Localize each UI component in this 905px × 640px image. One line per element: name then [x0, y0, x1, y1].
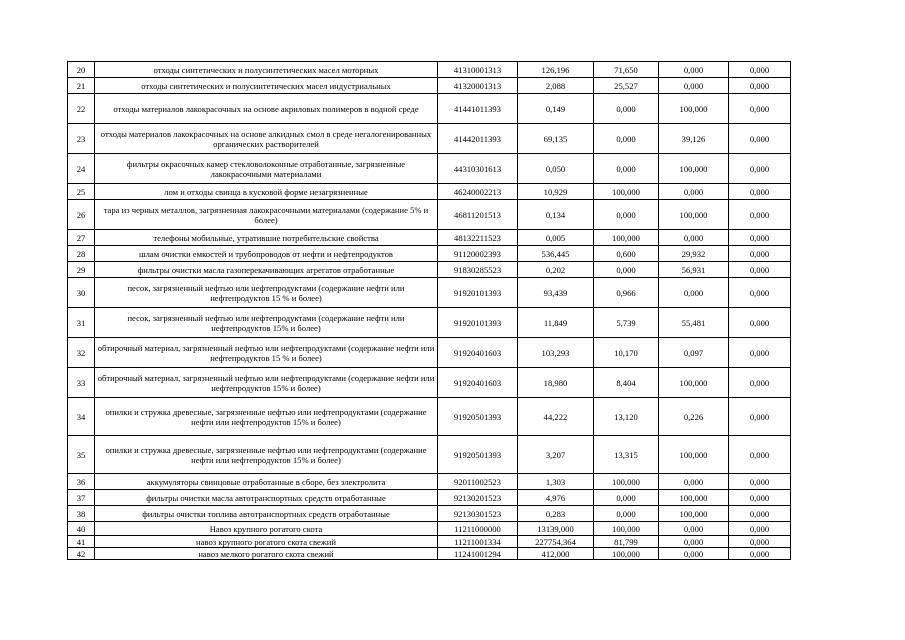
- waste-name: опилки и стружка древесные, загрязненные нефтью или нефтепродуктами (содержание нефти или нефтепродуктов 15% и более): [95, 398, 438, 436]
- value-3: 100,000: [659, 368, 729, 398]
- row-number: 37: [68, 490, 95, 506]
- table-row: [68, 436, 791, 474]
- value-1: 0,134: [518, 200, 594, 230]
- waste-name: отходы синтетических и полусинтетических масел моторных: [95, 62, 438, 78]
- waste-code: 92011002523: [438, 474, 518, 490]
- value-4: 0,000: [729, 436, 791, 474]
- value-1: 69,135: [518, 124, 594, 154]
- waste-name: навоз мелкого рогатого скота свежий: [95, 548, 438, 560]
- table-row: [68, 308, 791, 338]
- row-number: 41: [68, 536, 95, 548]
- value-1: 103,293: [518, 338, 594, 368]
- value-2: 0,000: [594, 506, 659, 522]
- waste-code: 11211001334: [438, 536, 518, 548]
- waste-name: опилки и стружка древесные, загрязненные нефтью или нефтепродуктами (содержание нефти или нефтепродуктов 15% и более): [95, 436, 438, 474]
- value-1: 536,445: [518, 246, 594, 262]
- value-2: 0,600: [594, 246, 659, 262]
- value-4: 0,000: [729, 94, 791, 124]
- value-2: 100,000: [594, 230, 659, 246]
- value-2: 13,315: [594, 436, 659, 474]
- waste-code: 46240002213: [438, 184, 518, 200]
- waste-code: 41310001313: [438, 62, 518, 78]
- row-number: 35: [68, 436, 95, 474]
- waste-name: обтирочный материал, загрязненный нефтью или нефтепродуктами (содержание нефти или нефтепродуктов 15 % и более): [95, 338, 438, 368]
- value-1: 13139,000: [518, 522, 594, 536]
- table-row: [68, 474, 791, 490]
- value-3: 100,000: [659, 154, 729, 184]
- value-4: 0,000: [729, 506, 791, 522]
- waste-code: 91120002393: [438, 246, 518, 262]
- value-4: 0,000: [729, 262, 791, 278]
- waste-code: 11211000000: [438, 522, 518, 536]
- value-1: 412,000: [518, 548, 594, 560]
- table-row: [68, 490, 791, 506]
- value-4: 0,000: [729, 124, 791, 154]
- waste-name: тара из черных металлов, загрязненная лакокрасочными материалами (содержание 5% и более): [95, 200, 438, 230]
- waste-name: навоз крупного рогатого скота свежий: [95, 536, 438, 548]
- table-row: [68, 536, 791, 548]
- row-number: 20: [68, 62, 95, 78]
- value-2: 100,000: [594, 522, 659, 536]
- row-number: 33: [68, 368, 95, 398]
- value-3: 0,097: [659, 338, 729, 368]
- value-3: 0,000: [659, 548, 729, 560]
- value-3: 0,000: [659, 62, 729, 78]
- value-3: 100,000: [659, 94, 729, 124]
- row-number: 32: [68, 338, 95, 368]
- value-2: 0,000: [594, 262, 659, 278]
- waste-table: [67, 61, 791, 560]
- row-number: 36: [68, 474, 95, 490]
- value-3: 0,000: [659, 536, 729, 548]
- table-row: [68, 398, 791, 436]
- value-1: 3,207: [518, 436, 594, 474]
- row-number: 24: [68, 154, 95, 184]
- value-2: 71,650: [594, 62, 659, 78]
- waste-code: 41320001313: [438, 78, 518, 94]
- value-2: 81,799: [594, 536, 659, 548]
- table-row: [68, 368, 791, 398]
- value-4: 0,000: [729, 230, 791, 246]
- value-4: 0,000: [729, 474, 791, 490]
- value-2: 25,527: [594, 78, 659, 94]
- value-1: 18,980: [518, 368, 594, 398]
- row-number: 27: [68, 230, 95, 246]
- waste-code: 91920501393: [438, 398, 518, 436]
- table-row: [68, 94, 791, 124]
- value-2: 0,000: [594, 154, 659, 184]
- waste-name: фильтры очистки масла газоперекачивающих агрегатов отработанные: [95, 262, 438, 278]
- table-row: [68, 506, 791, 522]
- row-number: 34: [68, 398, 95, 436]
- waste-code: 48132211523: [438, 230, 518, 246]
- value-2: 100,000: [594, 474, 659, 490]
- value-4: 0,000: [729, 490, 791, 506]
- row-number: 28: [68, 246, 95, 262]
- waste-name: шлам очистки емкостей и трубопроводов от нефти и нефтепродуктов: [95, 246, 438, 262]
- waste-code: 91920401603: [438, 368, 518, 398]
- value-4: 0,000: [729, 368, 791, 398]
- value-4: 0,000: [729, 536, 791, 548]
- row-number: 26: [68, 200, 95, 230]
- waste-code: 44310301613: [438, 154, 518, 184]
- value-3: 39,126: [659, 124, 729, 154]
- value-2: 100,000: [594, 184, 659, 200]
- value-1: 0,149: [518, 94, 594, 124]
- value-1: 0,283: [518, 506, 594, 522]
- value-3: 100,000: [659, 436, 729, 474]
- table-row: [68, 200, 791, 230]
- table-row: [68, 230, 791, 246]
- value-4: 0,000: [729, 78, 791, 94]
- waste-code: 92130201523: [438, 490, 518, 506]
- value-1: 1,303: [518, 474, 594, 490]
- value-1: 227754,364: [518, 536, 594, 548]
- waste-name: песок, загрязненный нефтью или нефтепродуктами (содержание нефти или нефтепродуктов 15 % и более): [95, 278, 438, 308]
- value-2: 8,404: [594, 368, 659, 398]
- waste-code: 92130301523: [438, 506, 518, 522]
- value-4: 0,000: [729, 278, 791, 308]
- waste-code: 91920101393: [438, 278, 518, 308]
- row-number: 22: [68, 94, 95, 124]
- waste-code: 91830285523: [438, 262, 518, 278]
- waste-code: 91920101393: [438, 308, 518, 338]
- row-number: 25: [68, 184, 95, 200]
- value-2: 0,000: [594, 124, 659, 154]
- table-row: [68, 522, 791, 536]
- value-4: 0,000: [729, 398, 791, 436]
- waste-name: Навоз крупного рогатого скота: [95, 522, 438, 536]
- waste-name: фильтры окрасочных камер стекловолоконные отработанные, загрязненные лакокрасочными материалами: [95, 154, 438, 184]
- waste-name: аккумуляторы свинцовые отработанные в сборе, без электролита: [95, 474, 438, 490]
- table-row: [68, 278, 791, 308]
- value-2: 10,170: [594, 338, 659, 368]
- value-3: 100,000: [659, 506, 729, 522]
- row-number: 31: [68, 308, 95, 338]
- row-number: 23: [68, 124, 95, 154]
- waste-name: лом и отходы свинца в кусковой форме незагрязненные: [95, 184, 438, 200]
- table-row: [68, 548, 791, 560]
- value-3: 0,000: [659, 78, 729, 94]
- value-2: 13,120: [594, 398, 659, 436]
- value-3: 0,000: [659, 522, 729, 536]
- value-3: 0,000: [659, 474, 729, 490]
- value-4: 0,000: [729, 246, 791, 262]
- table-row: [68, 184, 791, 200]
- waste-name: фильтры очистки масла автотранспортных средств отработанные: [95, 490, 438, 506]
- value-4: 0,000: [729, 548, 791, 560]
- value-3: 0,000: [659, 230, 729, 246]
- table-row: [68, 124, 791, 154]
- waste-name: фильтры очистки топлива автотранспортных средств отработанные: [95, 506, 438, 522]
- table-row: [68, 262, 791, 278]
- row-number: 29: [68, 262, 95, 278]
- row-number: 40: [68, 522, 95, 536]
- table-row: [68, 62, 791, 78]
- value-4: 0,000: [729, 338, 791, 368]
- value-1: 0,050: [518, 154, 594, 184]
- value-4: 0,000: [729, 62, 791, 78]
- table-row: [68, 78, 791, 94]
- value-4: 0,000: [729, 308, 791, 338]
- waste-code: 11241001294: [438, 548, 518, 560]
- value-1: 44,222: [518, 398, 594, 436]
- table-row: [68, 338, 791, 368]
- waste-code: 41441011393: [438, 94, 518, 124]
- waste-code: 41442011393: [438, 124, 518, 154]
- value-2: 0,966: [594, 278, 659, 308]
- value-3: 100,000: [659, 200, 729, 230]
- value-4: 0,000: [729, 184, 791, 200]
- value-3: 56,931: [659, 262, 729, 278]
- value-2: 100,000: [594, 548, 659, 560]
- table-row: [68, 246, 791, 262]
- value-4: 0,000: [729, 200, 791, 230]
- waste-name: отходы синтетических и полусинтетических масел индустриальных: [95, 78, 438, 94]
- value-3: 100,000: [659, 490, 729, 506]
- waste-name: отходы материалов лакокрасочных на основе алкидных смол в среде негалогенированных органических растворителей: [95, 124, 438, 154]
- value-4: 0,000: [729, 154, 791, 184]
- value-1: 10,929: [518, 184, 594, 200]
- waste-name: телефоны мобильные, утратившие потребительские свойства: [95, 230, 438, 246]
- row-number: 21: [68, 78, 95, 94]
- row-number: 38: [68, 506, 95, 522]
- value-1: 126,196: [518, 62, 594, 78]
- value-1: 93,439: [518, 278, 594, 308]
- value-3: 55,481: [659, 308, 729, 338]
- value-3: 29,932: [659, 246, 729, 262]
- waste-name: обтирочный материал, загрязненный нефтью или нефтепродуктами (содержание нефти или нефтепродуктов 15% и более): [95, 368, 438, 398]
- value-1: 4,976: [518, 490, 594, 506]
- value-4: 0,000: [729, 522, 791, 536]
- value-1: 0,005: [518, 230, 594, 246]
- value-1: 0,202: [518, 262, 594, 278]
- row-number: 42: [68, 548, 95, 560]
- value-2: 0,000: [594, 94, 659, 124]
- value-3: 0,000: [659, 184, 729, 200]
- waste-code: 91920401603: [438, 338, 518, 368]
- value-1: 2,088: [518, 78, 594, 94]
- waste-code: 46811201513: [438, 200, 518, 230]
- table-row: [68, 154, 791, 184]
- waste-name: отходы материалов лакокрасочных на основе акриловых полимеров в водной среде: [95, 94, 438, 124]
- row-number: 30: [68, 278, 95, 308]
- waste-name: песок, загрязненный нефтью или нефтепродуктами (содержание нефти или нефтепродуктов 15% и более): [95, 308, 438, 338]
- value-2: 0,000: [594, 200, 659, 230]
- document-page: [67, 61, 790, 560]
- value-3: 0,226: [659, 398, 729, 436]
- value-3: 0,000: [659, 278, 729, 308]
- value-2: 5,739: [594, 308, 659, 338]
- value-1: 11,849: [518, 308, 594, 338]
- waste-code: 91920501393: [438, 436, 518, 474]
- value-2: 0,000: [594, 490, 659, 506]
